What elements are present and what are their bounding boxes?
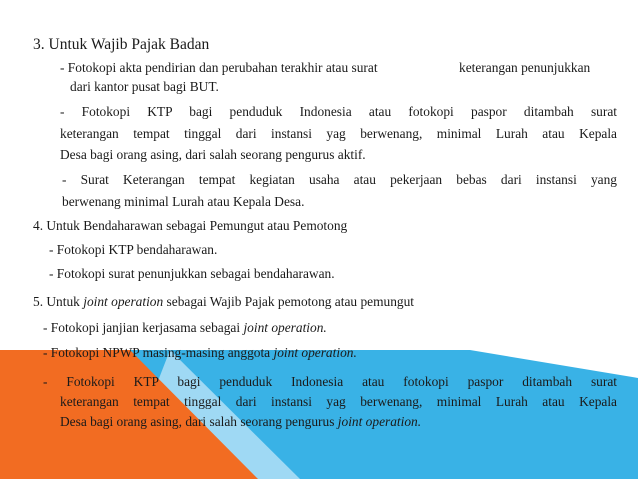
- s3-item3-line2: berwenang minimal Lurah atau Kepala Desa.: [62, 194, 305, 209]
- s3-item1-line2: dari kantor pusat bagi BUT.: [70, 79, 219, 94]
- s5-item2: - Fotokopi NPWP masing-masing anggota joint operation.: [43, 345, 357, 360]
- s3-item3-line1: - Surat Keterangan tempat kegiatan usaha atau pekerjaan bebas dari instansi yang: [62, 172, 617, 187]
- s5-item1: - Fotokopi janjian kerjasama sebagai joint operation.: [43, 320, 327, 335]
- s4-item1: - Fotokopi KTP bendaharawan.: [49, 242, 218, 257]
- s5-item3-line1: - Fotokopi KTP bagi penduduk Indonesia atau fotokopi paspor ditambah surat: [43, 374, 617, 389]
- s3-item2-line1: - Fotokopi KTP bagi penduduk Indonesia atau fotokopi paspor ditambah surat: [60, 104, 617, 119]
- s4-item2: - Fotokopi surat penunjukkan sebagai bendaharawan.: [49, 266, 335, 281]
- section-3-heading: 3. Untuk Wajib Pajak Badan: [33, 36, 210, 53]
- section-5-heading: 5. Untuk joint operation sebagai Wajib Pajak pemotong atau pemungut: [33, 294, 415, 309]
- s5-item3-line2: keterangan tempat tinggal dari instansi yag berwenang, minimal Lurah atau Kepala: [60, 394, 617, 409]
- s5-item3-line3: Desa bagi orang asing, dari salah seorang pengurus joint operation.: [60, 414, 422, 429]
- section-4-heading: 4. Untuk Bendaharawan sebagai Pemungut atau Pemotong: [33, 218, 348, 233]
- s3-item1-line1: - Fotokopi akta pendirian dan perubahan terakhir atau surat: [60, 60, 378, 75]
- s3-item1-line1b: keterangan penunjukkan: [459, 60, 591, 75]
- s3-item2-line2: keterangan tempat tinggal dari instansi yag berwenang, minimal Lurah atau Kepala: [60, 126, 617, 141]
- s3-item2-line3: Desa bagi orang asing, dari salah seorang pengurus aktif.: [60, 147, 366, 162]
